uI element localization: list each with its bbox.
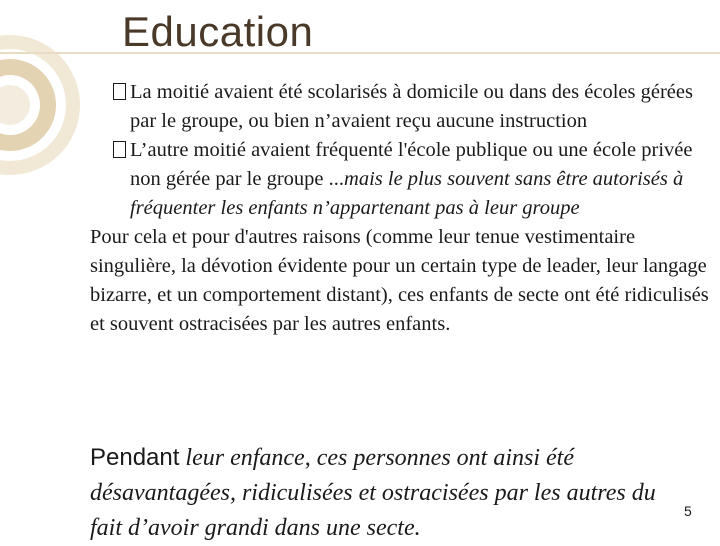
conclusion-text — [90, 440, 675, 546]
page-number: 5 — [684, 503, 692, 519]
conclusion-lead: Pendant — [90, 444, 180, 471]
bullet-item-2 — [90, 136, 710, 223]
body-paragraph: Pour cela et pour d'autres raisons (comme leur tenue vestimentaire singulière, la dévotion évidente pour un certain type de leader, leur langage bizarre, et un comportement distant), ces enfants de secte ont été ridiculisés et souvent ostracisées par les autres enfants. — [90, 226, 709, 335]
slide-title: Education — [122, 8, 314, 55]
bullet-item-1 — [90, 78, 710, 136]
bullet-marker-icon — [113, 83, 126, 100]
slide-body — [90, 78, 710, 339]
bullet-text-1: La moitié avaient été scolarisés à domicile ou dans des écoles gérées par le groupe, ou bien n’avaient reçu aucune instruction — [130, 81, 693, 132]
bullet-text-2-italic: mais le plus souvent sans être autorisés à fréquenter les enfants n’appartenant pas à leur groupe — [130, 168, 684, 219]
bullet-text-2 — [130, 136, 710, 223]
conclusion-rest: leur enfance, ces personnes ont ainsi été désavantagées, ridiculisées et ostracisées par les autres du fait d’avoir grandi dans une secte. — [90, 445, 656, 541]
bullet-text-2-regular: L’autre moitié avaient fréquenté l'école publique ou une école privée non gérée par le groupe ... — [130, 139, 693, 190]
bullet-marker-icon — [113, 141, 126, 158]
title-divider — [0, 52, 720, 54]
